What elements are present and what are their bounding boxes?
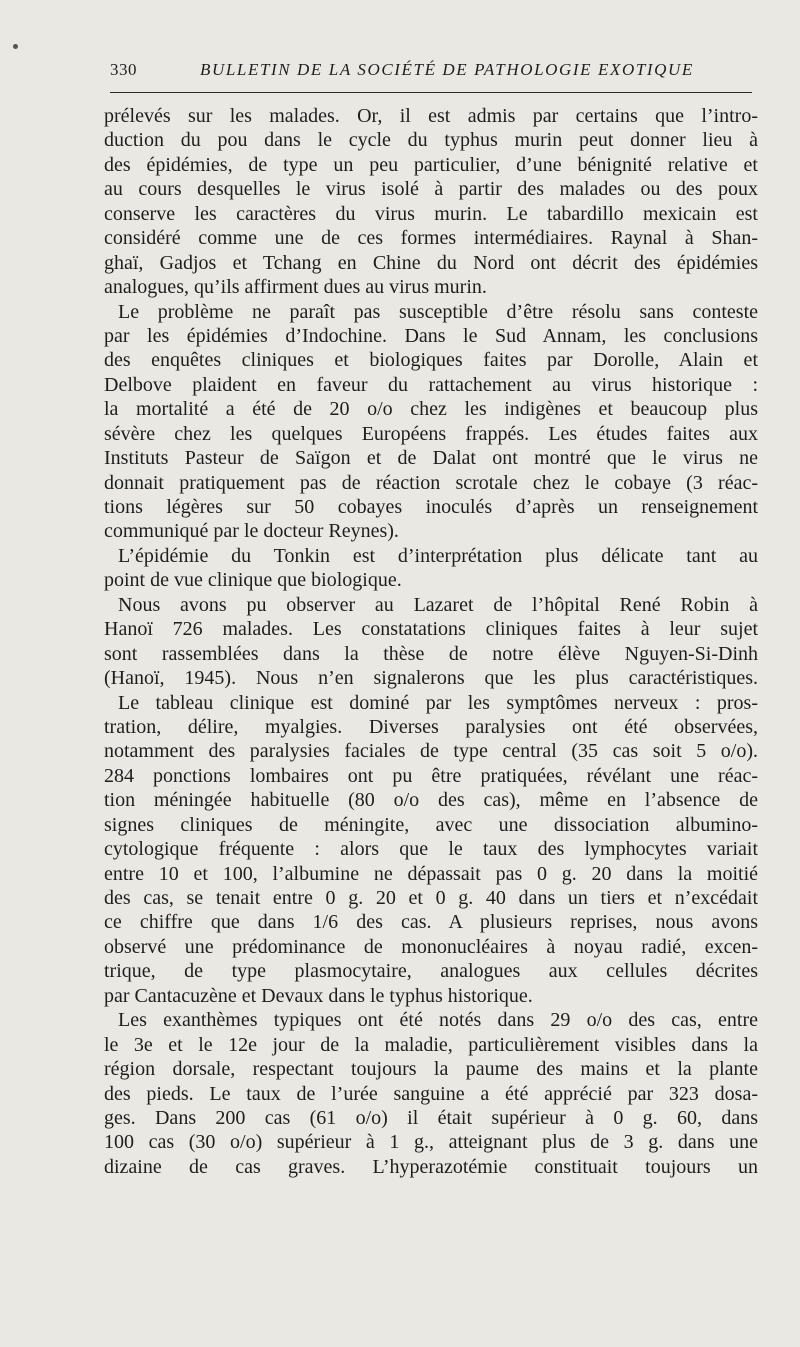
text-line: considéré comme une de ces formes intermédiaires. Raynal à Shan- [104, 227, 758, 250]
text-line: au cours desquelles le virus isolé à partir des malades ou des poux [104, 178, 758, 201]
text-line: région dorsale, respectant toujours la paume des mains et la plante [104, 1058, 758, 1081]
page-header [110, 58, 752, 93]
text-line: (Hanoï, 1945). Nous n’en signalerons que les plus caractéristiques. [104, 667, 758, 690]
text-line: Le problème ne paraît pas susceptible d’être résolu sans conteste [118, 300, 758, 323]
text-line: le 3e et le 12e jour de la maladie, particulièrement visibles dans la [104, 1033, 758, 1056]
text-line: ce chiffre que dans 1/6 des cas. A plusieurs reprises, nous avons [104, 911, 758, 934]
text-line: communiqué par le docteur Reynes). [104, 520, 399, 543]
text-line: des épidémies, de type un peu particulier, d’une bénignité relative et [104, 153, 758, 176]
text-line: Nous avons pu observer au Lazaret de l’hôpital René Robin à [118, 593, 758, 616]
text-line: Le tableau clinique est dominé par les symptômes nerveux : pros- [118, 691, 758, 714]
text-line: conserve les caractères du virus murin. Le tabardillo mexicain est [104, 202, 758, 225]
text-line: des enquêtes cliniques et biologiques faites par Dorolle, Alain et [104, 349, 758, 372]
text-line: observé une prédominance de mononucléaires à noyau radié, excen- [104, 935, 758, 958]
text-line: L’épidémie du Tonkin est d’interprétation plus délicate tant au [118, 544, 758, 567]
text-line: Les exanthèmes typiques ont été notés dans 29 o/o des cas, entre [118, 1009, 758, 1032]
text-line: dizaine de cas graves. L’hyperazotémie constituait toujours un [104, 1155, 758, 1178]
text-line: duction du pou dans le cycle du typhus murin peut donner lieu à [104, 129, 758, 152]
text-line: des cas, se tenait entre 0 g. 20 et 0 g. 40 dans un tiers et n’excédait [104, 887, 758, 909]
text-line: 100 cas (30 o/o) supérieur à 1 g., atteignant plus de 3 g. dans une [104, 1131, 758, 1154]
text-line: cytologique fréquente : alors que le taux des lymphocytes variait [104, 838, 758, 861]
running-head: BULLETIN DE LA SOCIÉTÉ DE PATHOLOGIE EXOTIQUE [200, 60, 694, 79]
text-line: point de vue clinique que biologique. [104, 569, 402, 592]
text-line: analogues, qu’ils affirment dues au virus murin. [104, 276, 487, 299]
text-line: ges. Dans 200 cas (61 o/o) il était supérieur à 0 g. 60, dans [104, 1106, 758, 1129]
text-line: signes cliniques de méningite, avec une dissociation albumino- [104, 813, 758, 836]
text-line: trique, de type plasmocytaire, analogues aux cellules décrites [104, 960, 758, 983]
text-line: Hanoï 726 malades. Les constatations cliniques faites à leur sujet [104, 618, 758, 641]
text-line: par les épidémies d’Indochine. Dans le Sud Annam, les conclusions [104, 324, 758, 347]
text-line: 284 ponctions lombaires ont pu être pratiquées, révélant une réac- [104, 764, 758, 787]
text-line: des pieds. Le taux de l’urée sanguine a été apprécié par 323 dosa- [104, 1082, 758, 1105]
text-line: Instituts Pasteur de Saïgon et de Dalat ont montré que le virus ne [104, 447, 758, 470]
margin-dot [13, 44, 18, 49]
text-line: par Cantacuzène et Devaux dans le typhus historique. [104, 984, 533, 1007]
page-number: 330 [110, 60, 137, 79]
text-line: sont rassemblées dans la thèse de notre élève Nguyen-Si-Dinh [104, 642, 758, 665]
text-line: prélevés sur les malades. Or, il est admis par certains que l’intro- [104, 105, 758, 127]
text-line: entre 10 et 100, l’albumine ne dépassait pas 0 g. 20 dans la moitié [104, 862, 758, 885]
body-text [104, 104, 758, 1179]
text-line: notamment des paralysies faciales de type central (35 cas soit 5 o/o). [104, 740, 758, 763]
text-line: la mortalité a été de 20 o/o chez les indigènes et beaucoup plus [104, 398, 758, 421]
text-line: tions légères sur 50 cobayes inoculés d’après un renseignement [104, 496, 758, 518]
text-line: ghaï, Gadjos et Tchang en Chine du Nord ont décrit des épidémies [104, 251, 758, 274]
text-line: donnait pratiquement pas de réaction scrotale chez le cobaye (3 réac- [104, 471, 758, 494]
text-line: tion méningée habituelle (80 o/o des cas), même en l’absence de [104, 789, 758, 812]
text-line: tration, délire, myalgies. Diverses paralysies ont été observées, [104, 715, 758, 738]
text-line: Delbove plaident en faveur du rattachement au virus historique : [104, 373, 758, 396]
text-line: sévère chez les quelques Européens frappés. Les études faites aux [104, 422, 758, 445]
